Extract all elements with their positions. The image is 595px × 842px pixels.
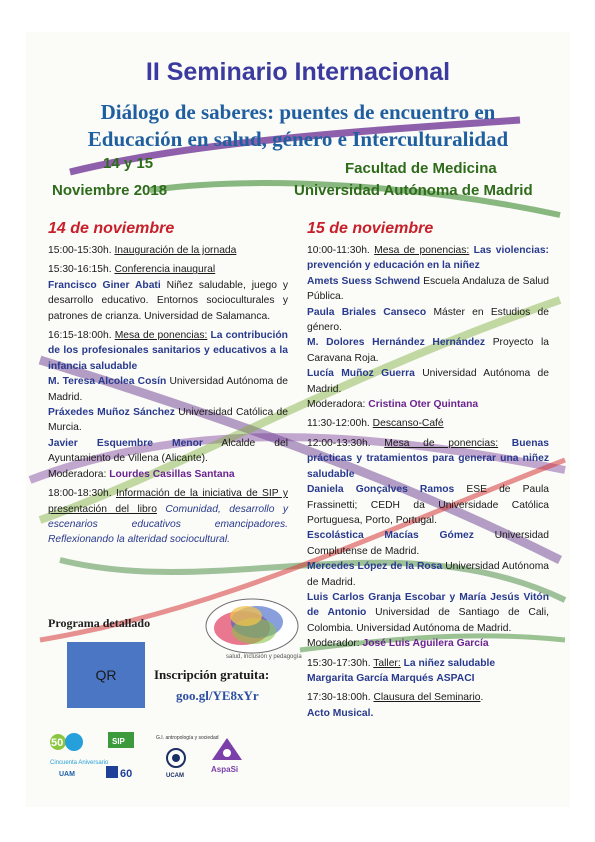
moderator-label: Moderador:: [307, 638, 360, 650]
logo-50-caption: Cincuenta Aniversario: [50, 760, 109, 766]
logo-60-text: 60: [120, 768, 133, 780]
speaker-name: M. Dolores Hernández Hernández: [307, 337, 486, 349]
item-title: Conferencia inaugural: [114, 264, 216, 276]
day2-item-workshop: [307, 656, 549, 687]
day2-item-closing: 17:30-18:00h. Clausura del Seminario. Acto Musical.: [307, 692, 484, 719]
logo-uam-text: UAM: [59, 771, 75, 778]
item-title: Clausura del Seminario: [373, 692, 481, 704]
sip-logo: [104, 730, 138, 782]
speaker-affiliation: Proyecto la Caravana Roja.: [307, 337, 549, 364]
speaker-affiliation: Escuela Andaluza de Salud Pública.: [307, 275, 549, 303]
item-time: 11:30-12:00h.: [307, 418, 370, 430]
panel-topic: Buenas prácticas y tratamientos para generar una niñez saludable: [307, 437, 549, 480]
speaker-text: Niñez saludable, juego y desarrollo educativo. Entornos socioculturales y patrones de crianza. Universidad de Salamanca.: [48, 279, 288, 322]
day2-item-break: [307, 416, 549, 431]
moderator-name: Lourdes Casillas Santana: [109, 468, 235, 480]
logo-ucam-text: UCAM: [166, 773, 184, 779]
subtitle-line-1: Diálogo de saberes: puentes de encuentro en: [100, 100, 496, 124]
item-title: Información de la iniciativa de SIP y presentación del libro: [48, 488, 288, 515]
book-title: Comunidad, desarrollo y escenarios educativos emancipadores. Reflexionando la alteridad sociocultural.: [48, 503, 288, 546]
speaker-org: ASPACI: [436, 672, 475, 684]
day1-item-conference: [48, 262, 288, 324]
speaker-name: Amets Suess Schwend: [307, 275, 421, 287]
speaker-affiliation: Universidad Autónoma de Madrid.: [307, 368, 549, 395]
item-time: 12:00-13:30h.: [307, 437, 371, 449]
dates-days: 14 y 15: [103, 155, 154, 172]
speaker-affiliation: Alcalde del Ayuntamiento de Villena (Alicante).: [48, 437, 289, 465]
registration-label: Inscripción gratuita:: [154, 667, 270, 682]
workshop-topic: La niñez saludable: [403, 657, 496, 669]
item-time: 10:00-11:30h.: [307, 245, 370, 256]
logo-50-number: 50: [51, 737, 64, 749]
day2-item-panel-1: [307, 243, 549, 412]
moderator-label: Moderadora:: [307, 399, 366, 411]
logo-gi-text: G.I. antropología y sociedad: [156, 735, 219, 741]
speaker-affiliation: Universidad de Santiago de Cali, Colombia. Universidad Autónoma de Madrid.: [307, 607, 549, 634]
speaker-name: Mercedes López de la Rosa: [307, 561, 443, 573]
speaker-name: Práxedes Muñoz Sánchez: [48, 407, 175, 419]
panel-topic: La contribución de los profesionales sanitarios y educativos a la infancia saludable: [48, 330, 288, 372]
closing-extra: Acto Musical.: [307, 707, 374, 719]
qr-code[interactable]: QR: [67, 642, 145, 708]
moderator-name: José Luis Aguilera García: [362, 638, 489, 650]
item-title: Mesa de ponencias:: [374, 245, 470, 256]
seminar-logo: [202, 598, 302, 660]
speaker-name: Luis Carlos Granja Escobar y María Jesús Vitón de Antonio: [307, 591, 549, 619]
item-title: Taller:: [373, 657, 401, 669]
registration-link[interactable]: goo.gl/YE8xYr: [176, 688, 259, 703]
aspasi-logo: [210, 736, 244, 776]
moderator-label: Moderadora:: [48, 468, 107, 480]
item-time: 17:30-18:00h.: [307, 692, 371, 704]
ucam-group-logo: [156, 732, 219, 780]
seminar-logo-caption: salud, inclusión y pedagogía: [226, 654, 302, 660]
day2-item-panel-2: [307, 436, 549, 652]
speaker-affiliation: Universidad Autónoma de Madrid.: [307, 561, 549, 588]
program-label: Programa detallado: [48, 616, 151, 630]
item-time: 18:00-18:30h.: [48, 488, 112, 500]
item-time: 15:30-17:30h.: [307, 657, 371, 669]
uam-50-anniversary-logo: [48, 730, 109, 780]
day1-item-panel: [48, 328, 288, 482]
speaker-name: Javier Esquembre Menor: [48, 437, 203, 449]
speaker-affiliation: ESE de Paula Frassinetti; CEDH da Universidade Católica Portuguesa, Porto, Portugal.: [307, 484, 549, 526]
item-title: Descanso-Café: [372, 418, 444, 430]
item-time: 15:00-15:30h.: [48, 245, 112, 256]
day2-heading: 15 de noviembre: [307, 220, 434, 237]
day1-program: [48, 243, 288, 552]
speaker-affiliation: Universidad Autónoma de Madrid.: [48, 376, 288, 403]
day1-item-opening: [48, 243, 288, 258]
day1-heading: 14 de noviembre: [48, 220, 175, 237]
item-title: Inauguración de la jornada: [114, 245, 237, 256]
day2-program: [307, 243, 549, 725]
speaker-name: Escolástica Macías Gómez: [307, 530, 474, 542]
item-time: 16:15-18:00h.: [48, 330, 112, 342]
speaker-affiliation: Máster en Estudios de género.: [307, 306, 549, 334]
speaker-affiliation: Universidad Católica de Murcia.: [48, 407, 288, 434]
venue-university: Universidad Autónoma de Madrid: [294, 182, 533, 199]
dates-month: Noviembre 2018: [52, 182, 168, 199]
speaker-affiliation: Universidad Complutense de Madrid.: [307, 530, 549, 557]
speaker-name: Lucía Muñoz Guerra: [307, 368, 415, 380]
item-time: 15:30-16:15h.: [48, 264, 112, 276]
panel-topic: Las violencias: prevención y educación en la niñez: [307, 245, 549, 272]
moderator-name: Cristina Oter Quintana: [368, 399, 479, 411]
speaker-name: Daniela Gonçalves Ramos: [307, 484, 455, 496]
item-title: Mesa de ponencias:: [114, 330, 208, 342]
seminar-title: II Seminario Internacional: [145, 58, 451, 86]
item-title: Mesa de ponencias:: [384, 437, 499, 449]
venue-faculty: Facultad de Medicina: [345, 160, 497, 177]
day1-item-book: [48, 486, 288, 548]
speaker-name: M. Teresa Alcolea Cosín: [48, 376, 167, 388]
logo-aspasi-text: AspaSi: [211, 765, 239, 774]
logo-sip-text: SIP: [112, 737, 125, 746]
speaker-name: Paula Briales Canseco: [307, 306, 427, 318]
subtitle-line-2: Educación en salud, género e Interculturalidad: [87, 127, 509, 151]
speaker-name: Francisco Giner Abati: [48, 279, 161, 291]
speaker-name: Margarita García Marqués: [307, 672, 434, 684]
